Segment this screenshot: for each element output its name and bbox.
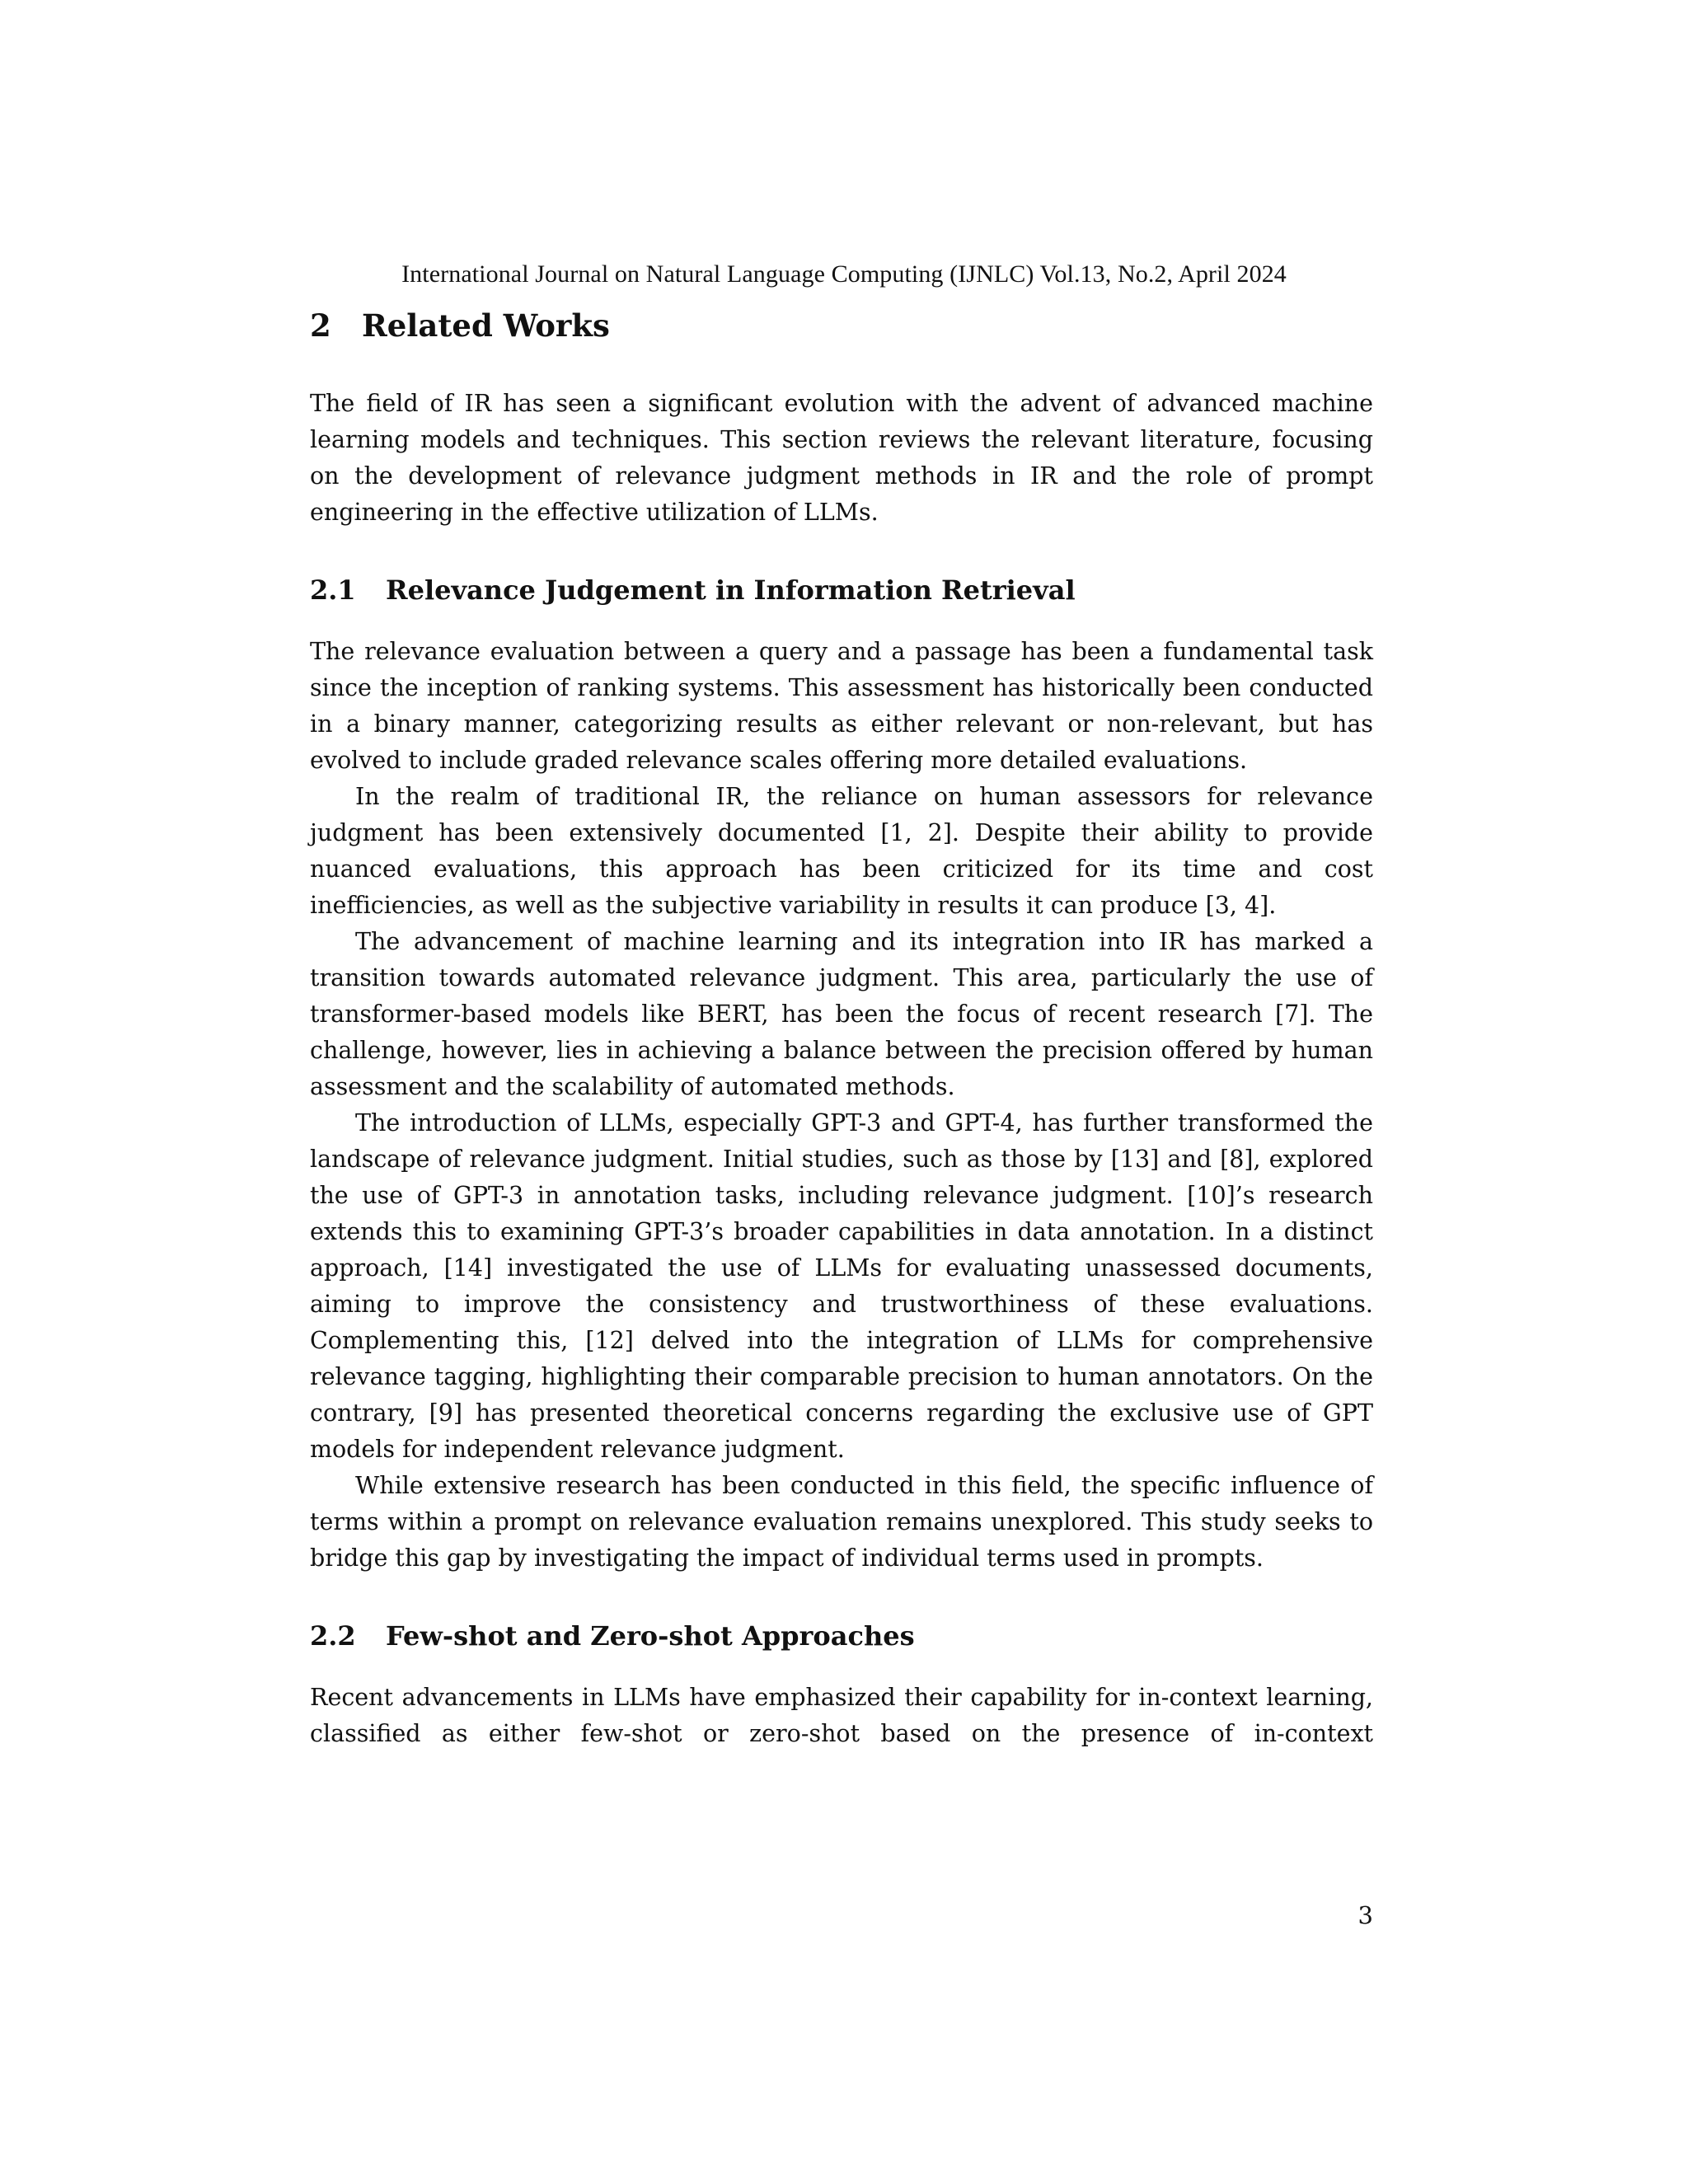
paragraph: Recent advancements in LLMs have emphasized their capability for in-context learning, classified as either few-shot or zero-shot based on the presence of in-context (310, 1684, 1373, 1747)
paragraph: While extensive research has been conducted in this field, the specific influence of terms within a prompt on relevance evaluation remains unexplored. This study seeks to bridge this gap by investigating the impact of individual terms used in prompts. (310, 1472, 1373, 1572)
paragraph: In the realm of traditional IR, the reliance on human assessors for relevance judgment has been extensively documented [1, 2]. Despite their ability to provide nuanced evaluations, this approach has been criticized for its time and cost inefficiencies, as well as the subjective variability in results it can produce [3, 4]. (310, 783, 1373, 919)
subsection-heading-2-2 (310, 1618, 1373, 1654)
subsection-number: 2.1 (310, 574, 356, 606)
subsection-title: Few-shot and Zero-shot Approaches (386, 1620, 915, 1652)
section-title: Related Works (362, 307, 610, 344)
paragraph: The introduction of LLMs, especially GPT-3 and GPT-4, has further transformed the landscape of relevance judgment. Initial studies, such as those by [13] and [8], explored the use of GPT-3 in annotation tasks, including relevance judgment. [10]’s research extends this to examining GPT-3’s broader capabilities in data annotation. In a distinct approach, [14] investigated the use of LLMs for evaluating unassessed documents, aiming to improve the consistency and trustworthiness of these evaluations. Complementing this, [12] delved into the integration of LLMs for comprehensive relevance tagging, highlighting their comparable precision to human annotators. On the contrary, [9] has presented theoretical concerns regarding the exclusive use of GPT models for independent relevance judgment. (310, 1109, 1373, 1463)
subsection-number: 2.2 (310, 1620, 356, 1652)
section-intro-paragraph: The field of IR has seen a significant evolution with the advent of advanced machine learning models and techniques. This section reviews the relevant literature, focusing on the development of relevance judgment methods in IR and the role of prompt engineering in the effective utilization of LLMs. (310, 390, 1373, 526)
paragraph: The advancement of machine learning and its integration into IR has marked a transition towards automated relevance judgment. This area, particularly the use of transformer-based models like BERT, has been the focus of recent research [7]. The challenge, however, lies in achieving a balance between the precision offered by human assessment and the scalability of automated methods. (310, 928, 1373, 1100)
section-heading (310, 305, 1373, 346)
subsection-title: Relevance Judgement in Information Retrieval (386, 574, 1076, 606)
paragraph: The relevance evaluation between a query and a passage has been a fundamental task since the inception of ranking systems. This assessment has historically been conducted in a binary manner, categorizing results as either relevant or non-relevant, but has evolved to include graded relevance scales offering more detailed evaluations. (310, 638, 1373, 774)
subsection-heading-2-1 (310, 572, 1373, 608)
page-number: 3 (1357, 1901, 1373, 1929)
running-header: International Journal on Natural Language Computing (IJNLC) Vol.13, No.2, April 2024 (401, 260, 1287, 288)
section-number: 2 (310, 307, 331, 344)
page-body (310, 305, 1373, 1752)
